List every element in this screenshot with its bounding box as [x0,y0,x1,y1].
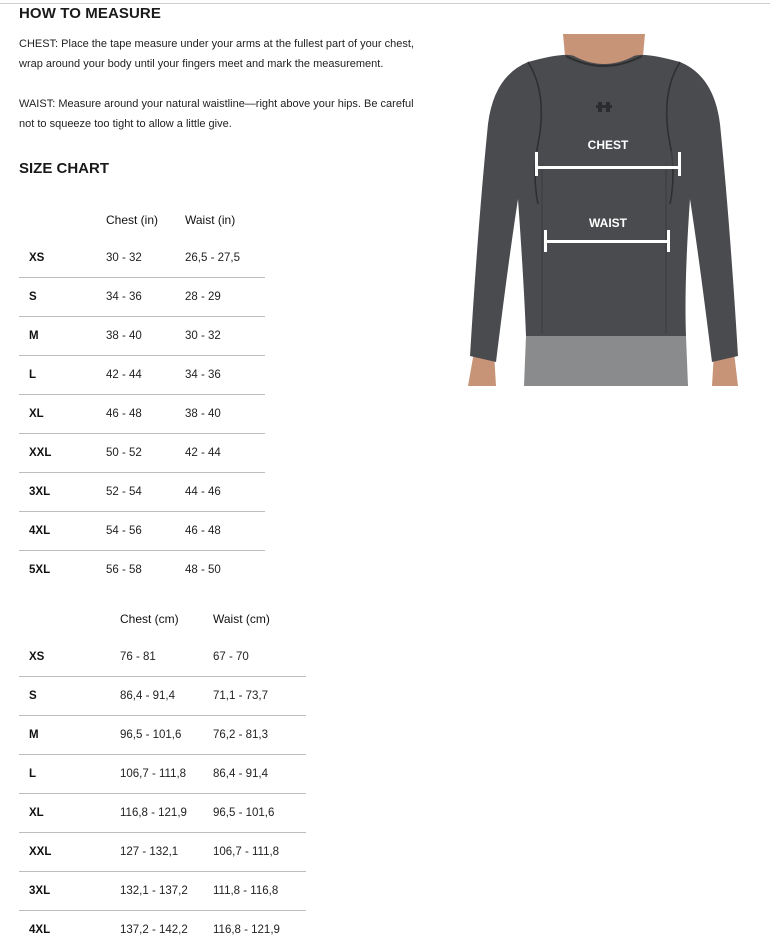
size-label: L [19,356,106,395]
table-header-row [19,599,306,638]
table-row [19,239,265,278]
column-header: Chest (in) [106,200,185,239]
waist-value: 111,8 - 116,8 [213,872,306,911]
chest-value: 50 - 52 [106,434,185,473]
page-title: HOW TO MEASURE [19,5,161,22]
waist-value: 48 - 50 [185,551,265,590]
size-label: XL [19,794,120,833]
table-row [19,716,306,755]
table-row [19,794,306,833]
top-divider [0,3,770,4]
size-label: XS [19,638,120,677]
size-label: 4XL [19,911,120,949]
size-label: XL [19,395,106,434]
size-label: M [19,716,120,755]
table-row [19,356,265,395]
chest-value: 116,8 - 121,9 [120,794,213,833]
chest-value: 127 - 132,1 [120,833,213,872]
size-label: M [19,317,106,356]
size-label: XS [19,239,106,278]
waist-value: 86,4 - 91,4 [213,755,306,794]
chest-value: 86,4 - 91,4 [120,677,213,716]
chest-value: 137,2 - 142,2 [120,911,213,949]
waist-value: 106,7 - 111,8 [213,833,306,872]
chest-value: 56 - 58 [106,551,185,590]
table-row [19,677,306,716]
waist-label: WAIST [589,216,628,230]
column-header: Chest (cm) [120,599,213,638]
chest-value: 38 - 40 [106,317,185,356]
waist-value: 71,1 - 73,7 [213,677,306,716]
size-label: L [19,755,120,794]
waist-value: 96,5 - 101,6 [213,794,306,833]
waist-value: 44 - 46 [185,473,265,512]
table-row [19,833,306,872]
column-header [19,599,120,638]
column-header: Waist (cm) [213,599,306,638]
table-row [19,755,306,794]
size-label: S [19,677,120,716]
chest-value: 46 - 48 [106,395,185,434]
table-row [19,911,306,949]
size-label: XXL [19,434,106,473]
table-row [19,551,265,590]
chest-value: 132,1 - 137,2 [120,872,213,911]
waist-value: 67 - 70 [213,638,306,677]
waist-value: 76,2 - 81,3 [213,716,306,755]
size-label: XXL [19,833,120,872]
waist-value: 116,8 - 121,9 [213,911,306,949]
chest-value: 96,5 - 101,6 [120,716,213,755]
waist-value: 38 - 40 [185,395,265,434]
table-row [19,278,265,317]
size-table-inches [19,200,265,589]
chest-value: 76 - 81 [120,638,213,677]
table-row [19,512,265,551]
chest-label: CHEST [588,138,629,152]
chest-value: 30 - 32 [106,239,185,278]
size-label: 5XL [19,551,106,590]
waist-value: 26,5 - 27,5 [185,239,265,278]
size-label: 4XL [19,512,106,551]
size-label: 3XL [19,872,120,911]
chest-value: 52 - 54 [106,473,185,512]
waist-instructions: WAIST: Measure around your natural waistline—right above your hips. Be careful not to squeeze too tight to allow a little give. [19,94,419,134]
size-label: S [19,278,106,317]
chest-value: 34 - 36 [106,278,185,317]
table-header-row [19,200,265,239]
size-chart-title: SIZE CHART [19,160,109,177]
size-table-centimeters [19,599,306,949]
chest-instructions: CHEST: Place the tape measure under your arms at the fullest part of your chest, wrap around your body until your fingers meet and mark the measurement. [19,34,419,74]
waist-value: 28 - 29 [185,278,265,317]
table-row [19,872,306,911]
chest-value: 42 - 44 [106,356,185,395]
column-header: Waist (in) [185,200,265,239]
table-row [19,638,306,677]
table-row [19,473,265,512]
size-label: 3XL [19,473,106,512]
waist-value: 46 - 48 [185,512,265,551]
table-row [19,434,265,473]
column-header [19,200,106,239]
waist-value: 30 - 32 [185,317,265,356]
waist-value: 42 - 44 [185,434,265,473]
table-row [19,395,265,434]
measurement-illustration [468,34,740,386]
chest-value: 54 - 56 [106,512,185,551]
table-row [19,317,265,356]
waist-value: 34 - 36 [185,356,265,395]
chest-value: 106,7 - 111,8 [120,755,213,794]
